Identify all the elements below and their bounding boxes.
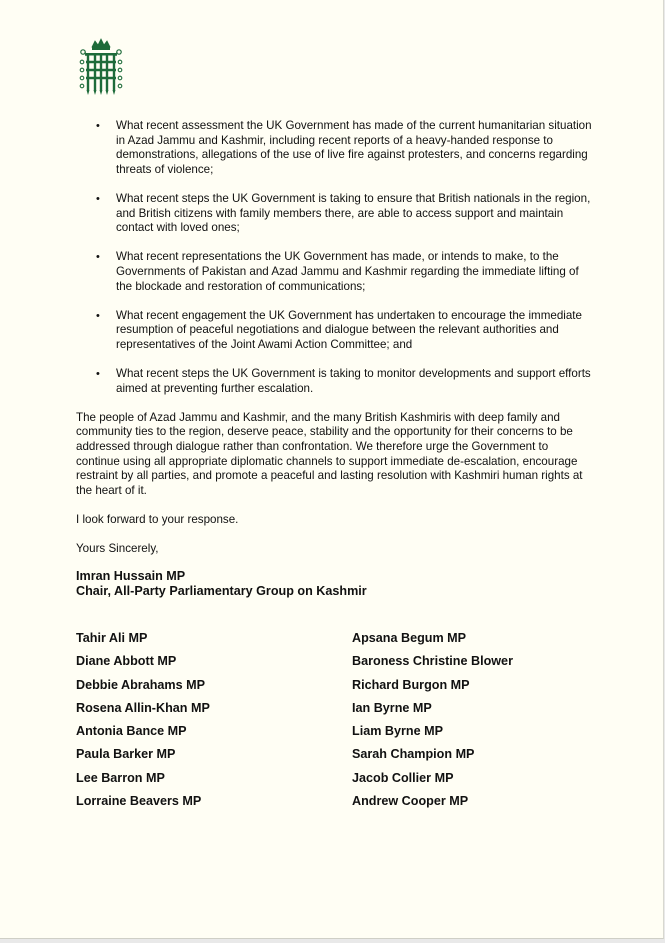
list-item: • What recent representations the UK Government has made, or intends to make, to the Governments of Pakistan and Azad Jammu and Kashmir regarding the immediate lifting of the blockade and restoration of communications; — [96, 250, 579, 293]
signatories-list — [76, 630, 596, 816]
portcullis-icon — [76, 38, 126, 96]
closing-line: I look forward to your response. — [76, 513, 239, 527]
signatory-name: Ian Byrne MP — [352, 700, 432, 715]
signatory-name: Apsana Begum MP — [352, 631, 467, 645]
signature-role: Chair, All-Party Parliamentary Group on Kashmir — [76, 583, 367, 598]
signatory-name: Baroness Christine Blower — [352, 654, 513, 669]
signatory-name: Richard Burgon MP — [352, 677, 470, 692]
signatory-name: Andrew Cooper MP — [352, 794, 469, 809]
signatory-name: Rosena Allin-Khan MP — [76, 700, 210, 715]
signatory-name: Tahir Ali MP — [76, 631, 148, 645]
signatory-name: Jacob Collier MP — [352, 770, 454, 785]
list-item: • What recent engagement the UK Government has undertaken to encourage the immediate resumption of peaceful negotiations and dialogue between the relevant authorities and representatives of the Joint Awami Action Committee; and — [96, 308, 582, 351]
signatory-name: Antonia Bance MP — [76, 724, 187, 739]
signatory-name: Diane Abbott MP — [76, 654, 177, 669]
signatories-right-column — [352, 630, 596, 816]
request-list — [76, 119, 594, 396]
letter-body — [76, 119, 594, 599]
list-item: • What recent steps the UK Government is taking to ensure that British nationals in the region, and British citizens with family members there, are able to access support and maintain contact with loved ones; — [96, 191, 591, 235]
signatory-name: Sarah Champion MP — [352, 747, 475, 762]
signatory-name: Lee Barron MP — [76, 770, 165, 785]
signatory-name: Debbie Abrahams MP — [76, 677, 205, 692]
list-item: • What recent assessment the UK Government has made of the current humanitarian situation in Azad Jammu and Kashmir, including recent reports of a heavy-handed response to demonstrations, allegations of the use of live fire against protesters, and concerns regarding threats of violence; — [96, 119, 592, 176]
signatory-name: Liam Byrne MP — [352, 724, 443, 739]
signatory-name: Paula Barker MP — [76, 747, 176, 762]
valediction: Yours Sincerely, — [76, 542, 159, 556]
list-item: • What recent steps the UK Government is taking to monitor developments and support efforts aimed at preventing further escalation. — [96, 367, 591, 395]
body-paragraph: The people of Azad Jammu and Kashmir, and the many British Kashmiris with deep family and community ties to the region, deserve peace, stability and the opportunity for their concerns to be addressed through dialogue rather than confrontation. We therefore urge the Government to continue using all appropriate diplomatic channels to support immediate de-escalation, encourage restraint by all parties, and promote a peaceful and lasting resolution with Kashmiri human rights at the heart of it. — [76, 410, 583, 497]
signatory-name: Lorraine Beavers MP — [76, 794, 202, 809]
signature-name: Imran Hussain MP — [76, 568, 186, 583]
signatories-left-column — [76, 630, 352, 816]
